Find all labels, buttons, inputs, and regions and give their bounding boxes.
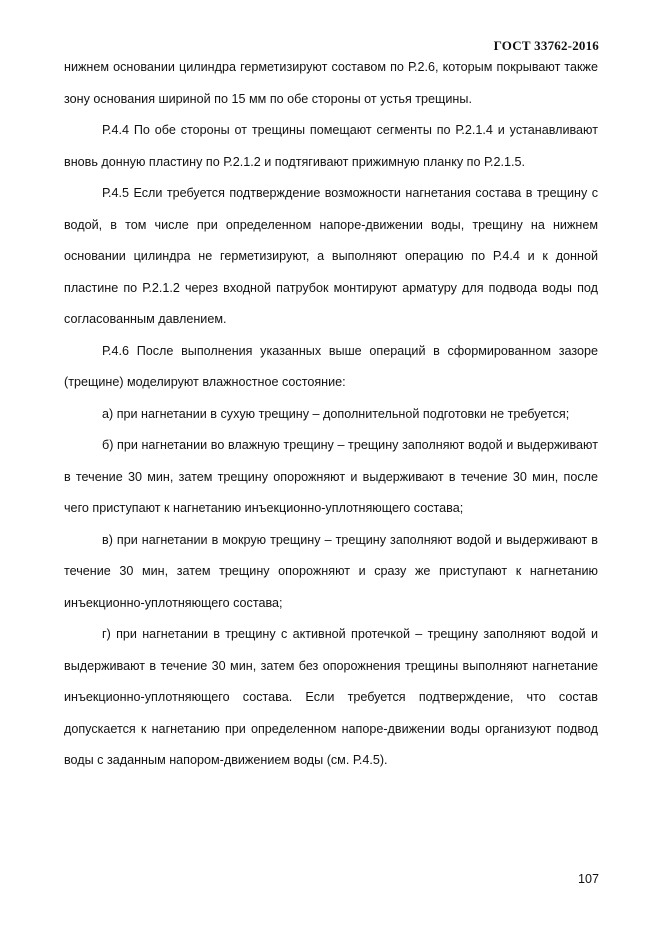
document-code-header: ГОСТ 33762-2016 — [493, 38, 599, 53]
list-item-b: б) при нагнетании во влажную трещину – трещину заполняют водой и выдерживают в течение 30 мин, затем трещину опорожняют и выдерживают в течение 30 мин, после чего приступают к нагнетанию инъекционно-уплотняющего состава; — [64, 438, 598, 515]
paragraph-continuation: нижнем основании цилиндра герметизируют составом по Р.2.6, которым покрывают также зону основания шириной по 15 мм по обе стороны от устья трещины. — [64, 60, 598, 106]
list-item-v: в) при нагнетании в мокрую трещину – трещину заполняют водой и выдерживают в течение 30 мин, затем трещину опорожняют и сразу же приступают к нагнетанию инъекционно-уплотняющего состава; — [64, 532, 598, 610]
list-item-a: а) при нагнетании в сухую трещину – дополнительной подготовки не требуется; — [102, 406, 570, 421]
document-body — [64, 52, 598, 777]
page-number: 107 — [577, 872, 599, 886]
paragraph-p-4-5: Р.4.5 Если требуется подтверждение возможности нагнетания состава в трещину с водой, в том числе при определенном напоре-движении воды, трещину на нижнем основании цилиндра не герметизируют, а выполняют операцию по Р.4.4 и к донной пластине по Р.2.1.2 через входной патрубок монтируют арматуру для подвода воды под согласованным давлением. — [64, 186, 598, 326]
paragraph-p-4-6: Р.4.6 После выполнения указанных выше операций в сформированном зазоре (трещине) моделируют влажностное состояние: — [64, 343, 598, 389]
paragraph-p-4-4: Р.4.4 По обе стороны от трещины помещают сегменты по Р.2.1.4 и устанавливают вновь донную пластину по Р.2.1.2 и подтягивают прижимную планку по Р.2.1.5. — [64, 123, 598, 169]
list-item-g: г) при нагнетании в трещину с активной протечкой – трещину заполняют водой и выдерживают в течение 30 мин, затем без опорожнения трещины выполняют нагнетание инъекционно-уплотняющего состава. Если требуется подтверждение, что состав допускается к нагнетанию при определенном напоре-движении воды организуют подвод воды с заданным напором-движением воды (см. Р.4.5). — [64, 627, 598, 767]
